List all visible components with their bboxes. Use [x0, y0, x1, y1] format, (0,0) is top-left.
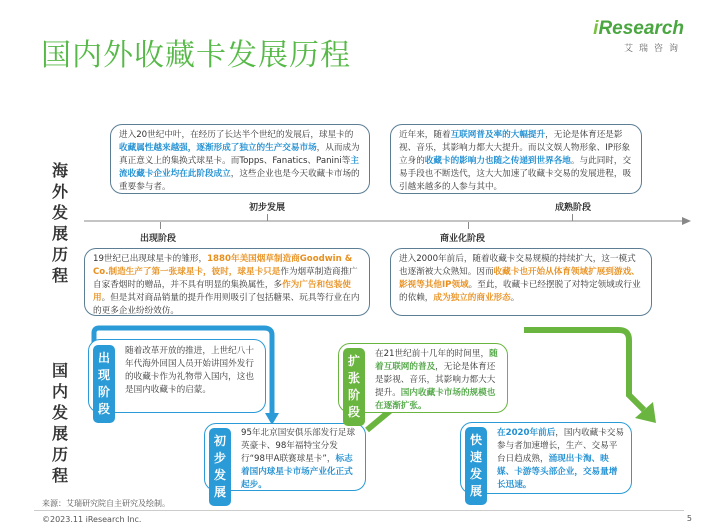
domestic-fast-badge: 快速发展: [465, 427, 487, 505]
domestic-expand-badge: 扩张阶段: [343, 348, 365, 426]
iresearch-logo: [593, 18, 684, 54]
stage-label-growth: 初步发展: [249, 203, 286, 213]
logo-subtitle: 艾瑞咨询: [623, 44, 684, 54]
stage-label-mature: 成熟阶段: [555, 203, 592, 213]
footer-divider: [34, 510, 684, 511]
overseas-mature-box: 近年来，随着互联网普及率的大幅提升，无论是体育还是影视、音乐，其影响力都大大提升。而以文娱人物形象、IP形象立身的收藏卡的影响力也随之传递到世界各地。与此同时，交易手段也不断迭代，这大大加速了收藏卡交易的发展进程，吸引越来越多的人参与其中。: [390, 124, 642, 194]
domestic-section-title: 国内发展历程: [51, 361, 68, 485]
stage-tick-commercial: [468, 222, 469, 229]
stage-tick-growth: [267, 214, 268, 221]
domestic-expand-card: [338, 343, 508, 419]
overseas-section-title: 海外发展历程: [51, 161, 68, 285]
domestic-initial-badge: 初步发展: [209, 428, 231, 506]
overseas-emerge-box: 19世纪已出现球星卡的雏形，1880年美国烟草制造商Goodwin & Co.制造生产了第一张球星卡，彼时，球星卡只是作为烟草制造商推广自家香烟时的赠品，并不具有明显的集换属性，多作为广告和包装使用。但是其对商品销量的提升作用则吸引了包括糖果、玩具等行业在内的更多企业纷纷效仿。: [84, 248, 370, 316]
source-note: 来源：艾瑞研究院自主研究及绘制。: [42, 499, 170, 508]
domestic-fast-text: 在2020年前后，国内收藏卡交易参与者加速增长，生产、交易平台日趋成熟，涌现出卡淘、映媒、卡游等头部企业，交易量增长迅速。: [497, 428, 625, 490]
overseas-timeline-arrow: [84, 216, 694, 226]
copyright: ©2023.11 iResearch Inc.: [42, 515, 142, 524]
page-number: 5: [686, 514, 692, 523]
stage-label-emerge: 出现阶段: [140, 234, 177, 244]
stage-tick-mature: [572, 214, 573, 221]
domestic-emerge-text: 随着改革开放的推进，上世纪八十年代海外回国人员开始讲国外发行的收藏卡作为礼物带入国内，这也是国内收藏卡的启蒙。: [125, 346, 254, 395]
overseas-growth-box: 进入20世纪中叶，在经历了长达半个世纪的发展后，球星卡的收藏属性越来越强，逐渐形成了独立的生产交易市场，从而成为真正意义上的集换式球星卡。而Topps、Fanatics、Panini等主流收藏卡企业均在此阶段成立，这些企业也是今天收藏卡市场的重要参与者。: [110, 124, 370, 194]
domestic-emerge-badge: 出现阶段: [93, 345, 115, 423]
domestic-emerge-card: [88, 339, 266, 416]
stage-tick-emerge: [160, 222, 161, 229]
domestic-expand-text: 在21世纪前十几年的时间里，随着互联网的普及，无论是体育还是影视、音乐，其影响力都大大提升。国内收藏卡市场的规模也在逐渐扩张。: [375, 349, 498, 411]
domestic-initial-text: 95年北京国安俱乐部发行足球英豪卡、98年福特宝分发行“98甲A联赛球星卡”，标志着国内球星卡市场产业化正式起步。: [241, 428, 356, 490]
overseas-commercial-box: 进入2000年前后，随着收藏卡交易规模的持续扩大，这一模式也逐渐被大众熟知。因而收藏卡也开始从体育领域扩展到游戏、影视等其他IP领域。至此，收藏卡已经摆脱了对特定领域或行业的依赖，成为独立的商业形态。: [390, 248, 652, 316]
stage-label-commercial: 商业化阶段: [440, 234, 486, 244]
domestic-fast-card: [460, 422, 632, 498]
domestic-initial-card: [204, 423, 366, 499]
logo-wordmark: iResearch: [593, 18, 684, 39]
page-title: 国内外收藏卡发展历程: [41, 38, 351, 73]
